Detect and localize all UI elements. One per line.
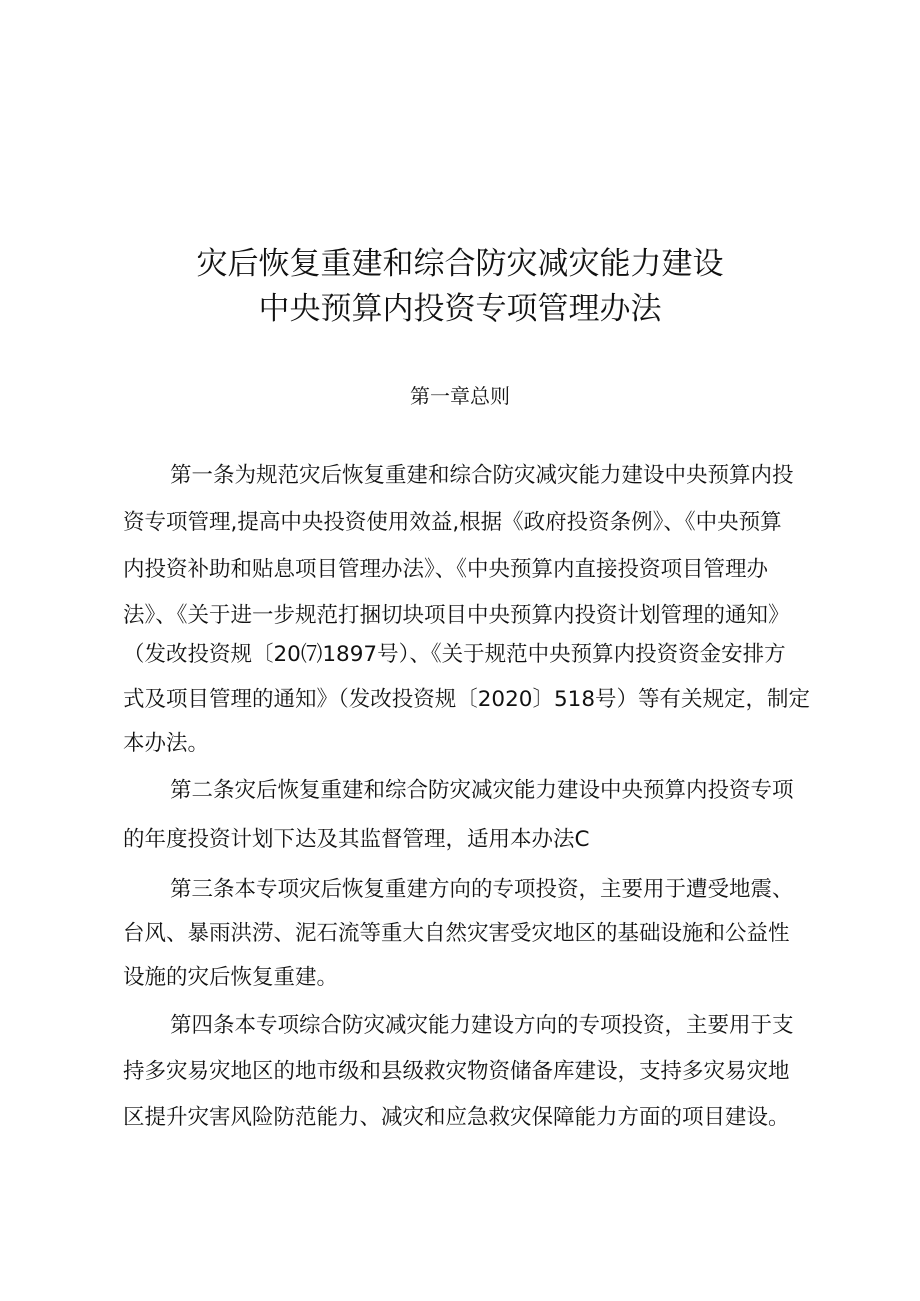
article-3-line-1: 第三条本专项灾后恢复重建方向的专项投资，主要用于遭受地震、 [170,877,794,902]
article-3-line-3: 设施的灾后恢复重建。 [123,965,339,990]
article-2-line-1: 第二条灾后恢复重建和综合防灾减灾能力建设中央预算内投资专项 [170,778,794,803]
article-4-line-3: 区提升灾害风险防范能力、减灾和应急救灾保障能力方面的项目建设。 [123,1105,790,1130]
article-4-line-1: 第四条本专项综合防灾减灾能力建设方向的专项投资，主要用于支 [170,1013,794,1038]
article-4-line-2: 持多灾易灾地区的地市级和县级救灾物资储备库建设，支持多灾易灾地 [123,1059,790,1084]
document-title-line-1: 灾后恢复重建和综合防灾减灾能力建设 [196,246,724,282]
article-3-line-2: 台风、暴雨洪涝、泥石流等重大自然灾害受灾地区的基础设施和公益性 [123,921,790,946]
article-1-line-7: 本办法。 [123,731,210,756]
article-1-line-2: 资专项管理,提高中央投资使用效益,根据《政府投资条例》、《中央预算 [123,510,782,535]
article-2-line-2: 的年度投资计划下达及其监督管理，适用本办法C [123,827,590,852]
article-1-line-5: （发改投资规〔20⑺1897号）、《关于规范中央预算内投资资金安排方 [123,642,786,667]
chapter-heading: 第一章总则 [410,384,510,408]
article-1-line-1: 第一条为规范灾后恢复重建和综合防灾减灾能力建设中央预算内投 [170,463,794,488]
article-1-line-6: 式及项目管理的通知》（发改投资规〔2020〕518号）等有关规定，制定 [123,687,811,712]
article-1-line-3: 内投资补助和贴息项目管理办法》、《中央预算内直接投资项目管理办 [123,557,769,582]
article-1-line-4: 法》、《关于进一步规范打捆切块项目中央预算内投资计划管理的通知》 [123,603,790,628]
document-title-line-2: 中央预算内投资专项管理办法 [258,291,662,327]
